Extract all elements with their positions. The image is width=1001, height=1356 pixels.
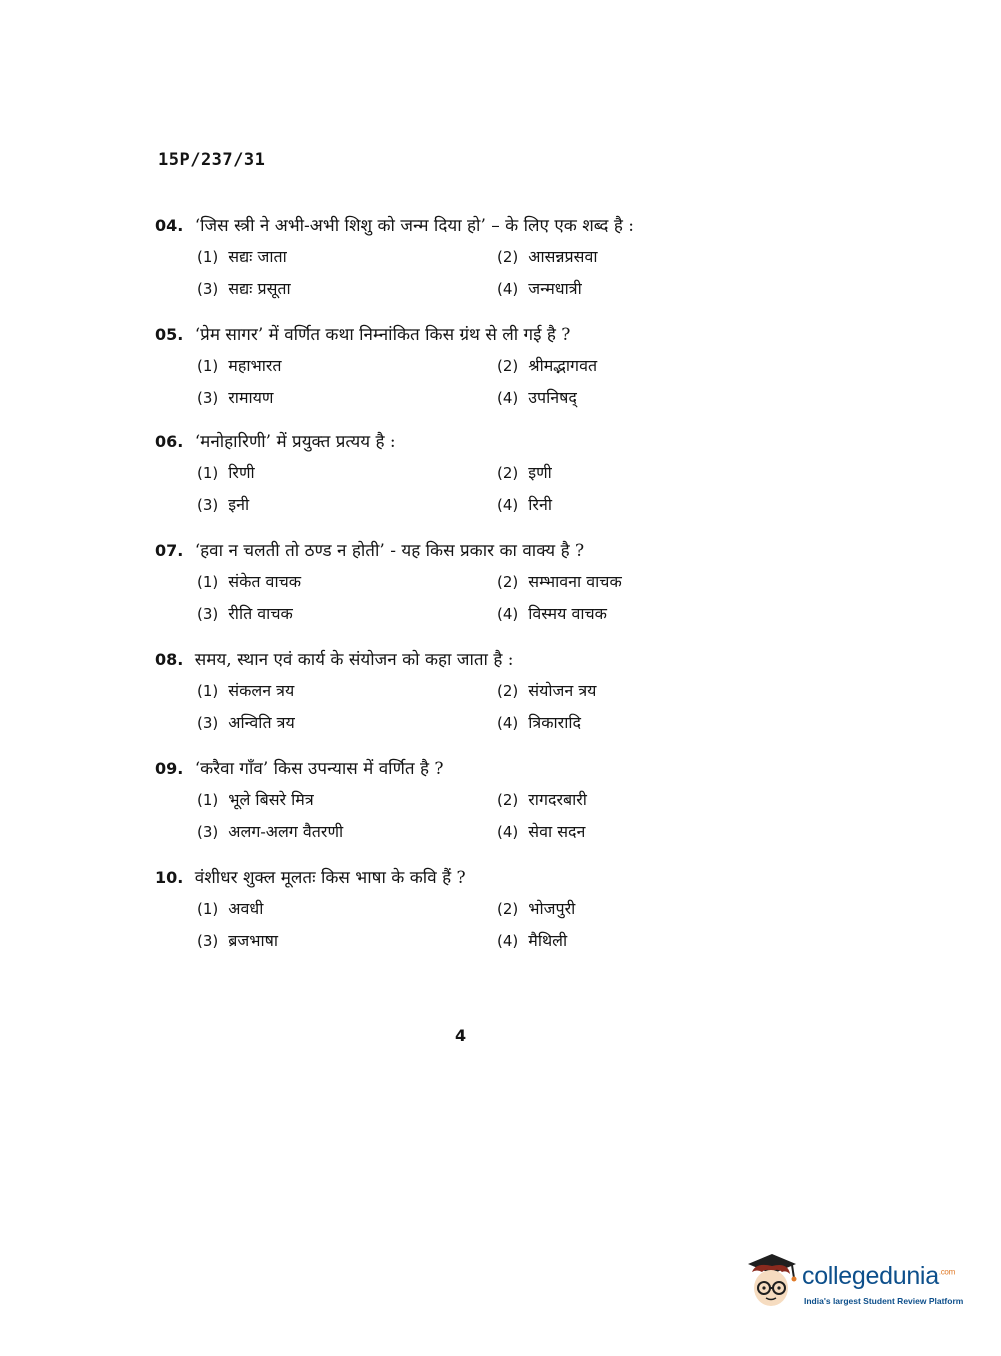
question-text: ‘मनोहारिणी’ में प्रयुक्त प्रत्यय है : (194, 432, 396, 452)
option-number: (4) (497, 823, 519, 841)
option-number: (2) (497, 900, 519, 918)
option-text: रामायण (228, 388, 274, 407)
option-text: संकेत वाचक (228, 572, 302, 591)
option-3 (197, 926, 497, 956)
option-text: भोजपुरी (528, 899, 576, 918)
option-4 (497, 383, 797, 413)
brand-name (802, 1262, 955, 1291)
option-number: (2) (497, 464, 519, 482)
option-4 (497, 926, 797, 956)
option-text: भूले बिसरे मित्र (228, 790, 314, 809)
brand-name-text: collegedunia (802, 1262, 939, 1290)
option-text: ब्रजभाषा (228, 931, 279, 950)
option-number: (1) (197, 357, 219, 375)
question-stem (155, 755, 855, 783)
option-4 (497, 599, 797, 629)
option-list (155, 676, 855, 738)
option-number: (3) (197, 389, 219, 407)
option-1 (197, 242, 497, 272)
option-number: (2) (497, 357, 519, 375)
option-4 (497, 274, 797, 304)
option-2 (497, 785, 797, 815)
option-2 (497, 242, 797, 272)
option-3 (197, 383, 497, 413)
question-text: समय, स्थान एवं कार्य के संयोजन को कहा जाता है : (194, 650, 514, 670)
option-text: सम्भावना वाचक (528, 572, 622, 591)
option-number: (3) (197, 605, 219, 623)
option-text: अवधी (228, 899, 264, 918)
option-2 (497, 676, 797, 706)
option-1 (197, 458, 497, 488)
option-1 (197, 894, 497, 924)
question-number: 08. (155, 650, 184, 669)
option-text: रिणी (228, 463, 255, 482)
question-07 (155, 537, 855, 629)
option-1 (197, 676, 497, 706)
option-1 (197, 567, 497, 597)
option-number: (2) (497, 248, 519, 266)
question-number: 04. (155, 216, 184, 235)
option-4 (497, 708, 797, 738)
option-text: अलग-अलग वैतरणी (228, 822, 344, 841)
option-text: श्रीमद्भागवत (528, 356, 598, 375)
question-text: ‘हवा न चलती तो ठण्ड न होती’ - यह किस प्रकार का वाक्य है ? (194, 541, 585, 561)
option-text: इनी (228, 495, 250, 514)
brand-tagline: India's largest Student Review Platform (804, 1296, 964, 1306)
question-05 (155, 321, 855, 413)
question-stem (155, 537, 855, 565)
question-04 (155, 212, 855, 304)
option-1 (197, 785, 497, 815)
option-number: (2) (497, 573, 519, 591)
option-3 (197, 274, 497, 304)
question-09 (155, 755, 855, 847)
question-number: 09. (155, 759, 184, 778)
option-text: रिनी (528, 495, 552, 514)
question-number: 07. (155, 541, 184, 560)
option-4 (497, 817, 797, 847)
option-4 (497, 490, 797, 520)
question-text: ‘जिस स्त्री ने अभी-अभी शिशु को जन्म दिया हो’ – के लिए एक शब्द है : (194, 216, 635, 236)
paper-code: 15P/237/31 (158, 150, 266, 170)
option-number: (1) (197, 900, 219, 918)
option-text: आसन्नप्रसवा (528, 247, 598, 266)
question-number: 10. (155, 868, 184, 887)
question-number: 06. (155, 432, 184, 451)
option-3 (197, 708, 497, 738)
option-list (155, 567, 855, 629)
option-number: (4) (497, 932, 519, 950)
option-text: सेवा सदन (528, 822, 586, 841)
option-text: संकलन त्रय (228, 681, 295, 700)
option-text: इणी (528, 463, 552, 482)
option-number: (4) (497, 389, 519, 407)
option-number: (2) (497, 682, 519, 700)
option-text: सद्यः जाता (228, 247, 287, 266)
student-mascot-icon (742, 1250, 800, 1310)
option-number: (3) (197, 280, 219, 298)
question-stem (155, 428, 855, 456)
question-08 (155, 646, 855, 738)
option-2 (497, 458, 797, 488)
question-stem (155, 212, 855, 240)
option-list (155, 894, 855, 956)
option-text: अन्विति त्रय (228, 713, 295, 732)
page-number: 4 (455, 1026, 467, 1045)
option-text: संयोजन त्रय (528, 681, 597, 700)
option-number: (3) (197, 714, 219, 732)
question-stem (155, 864, 855, 892)
option-list (155, 458, 855, 520)
question-text: ‘करैवा गाँव’ किस उपन्यास में वर्णित है ? (194, 759, 444, 779)
option-number: (3) (197, 496, 219, 514)
option-number: (3) (197, 823, 219, 841)
option-text: मैथिली (528, 931, 568, 950)
question-stem (155, 646, 855, 674)
option-2 (497, 351, 797, 381)
option-text: रागदरबारी (528, 790, 587, 809)
option-text: महाभारत (228, 356, 282, 375)
collegedunia-watermark[interactable] (742, 1248, 982, 1318)
question-stem (155, 321, 855, 349)
option-text: उपनिषद् (528, 388, 577, 407)
brand-domain-suffix: .com (938, 1267, 955, 1277)
option-3 (197, 599, 497, 629)
option-number: (1) (197, 682, 219, 700)
option-number: (4) (497, 496, 519, 514)
option-text: सद्यः प्रसूता (228, 279, 291, 298)
question-06 (155, 428, 855, 520)
option-number: (1) (197, 248, 219, 266)
option-list (155, 351, 855, 413)
question-text: ‘प्रेम सागर’ में वर्णित कथा निम्नांकित किस ग्रंथ से ली गई है ? (194, 325, 571, 345)
option-3 (197, 490, 497, 520)
option-number: (4) (497, 605, 519, 623)
option-list (155, 242, 855, 304)
question-number: 05. (155, 325, 184, 344)
question-text: वंशीधर शुक्ल मूलतः किस भाषा के कवि हैं ? (194, 868, 466, 888)
option-1 (197, 351, 497, 381)
option-number: (4) (497, 280, 519, 298)
option-2 (497, 567, 797, 597)
option-text: जन्मधात्री (528, 279, 582, 298)
option-number: (4) (497, 714, 519, 732)
option-number: (1) (197, 573, 219, 591)
option-3 (197, 817, 497, 847)
question-10 (155, 864, 855, 956)
option-number: (2) (497, 791, 519, 809)
option-2 (497, 894, 797, 924)
option-text: रीति वाचक (228, 604, 293, 623)
option-number: (1) (197, 464, 219, 482)
option-number: (3) (197, 932, 219, 950)
option-list (155, 785, 855, 847)
option-number: (1) (197, 791, 219, 809)
option-text: त्रिकारादि (528, 713, 581, 732)
option-text: विस्मय वाचक (528, 604, 607, 623)
